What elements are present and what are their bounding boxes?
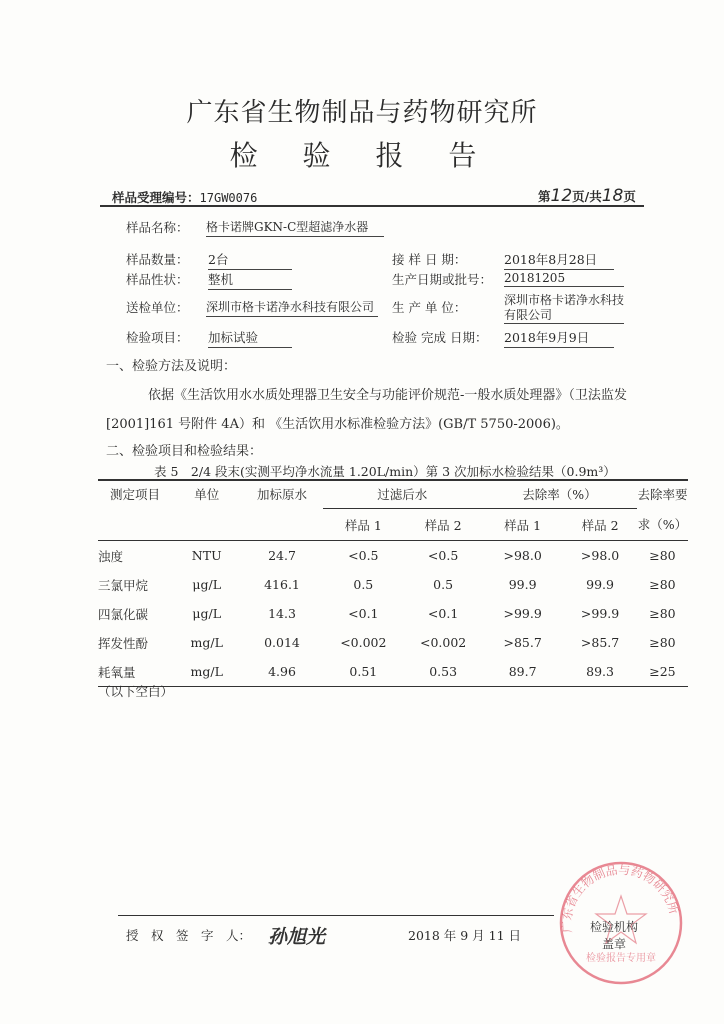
state-label: 样品性状：: [126, 272, 189, 287]
header-rule: [100, 205, 644, 207]
cell-req: ≥80: [649, 635, 676, 650]
signer-label: 授 权 签 字 人：: [126, 928, 252, 943]
cell-req: ≥80: [649, 577, 676, 592]
receipt-label: 样品受理编号：: [112, 190, 200, 205]
done-date-value: 2018年9月9日: [504, 328, 614, 348]
cell-unit: NTU: [191, 548, 222, 563]
quantity-value: 2台: [208, 250, 292, 270]
cell-r1: 99.9: [508, 577, 537, 592]
maker-value-line1: 深圳市格卡诺净水科技: [504, 293, 625, 307]
item-value: 加标试验: [208, 328, 292, 348]
table-row: [98, 570, 688, 599]
cell-r1: >99.9: [503, 606, 542, 621]
cell-f2: 0.5: [433, 577, 454, 592]
done-date-label: 检验 完成 日期：: [392, 330, 488, 345]
sign-date: 2018 年 9 月 11 日: [408, 928, 522, 943]
page-mid: 页/共: [572, 189, 602, 204]
blank-note: （以下空白）: [98, 684, 174, 699]
table-caption: 表 5 2/4 段末(实测平均净水流量 1.20L/min）第 3 次加标水检验结果（0.9m³）: [154, 464, 616, 479]
section2-heading: 二、检验项目和检验结果：: [106, 444, 263, 459]
cell-req: ≥25: [637, 657, 688, 687]
cell-item: 四氯化碳: [98, 606, 149, 622]
cell-r2: >98.0: [580, 548, 620, 563]
receive-date-value: 2018年8月28日: [504, 250, 614, 270]
header-spiked: 加标原水: [256, 486, 307, 502]
cell-spiked: 0.014: [264, 635, 300, 650]
cell-req: ≥80: [649, 606, 676, 621]
cell-item: 耗氧量: [98, 657, 172, 687]
header-removal-sample2: 样品 2: [563, 509, 637, 541]
svg-text:广东省生物制品与药物研究所: 广东省生物制品与药物研究所: [559, 862, 682, 934]
cell-r2: 99.9: [586, 577, 614, 592]
receive-date-label: 接 样 日 期：: [392, 252, 467, 267]
sample-name-label: 样品名称：: [126, 220, 189, 235]
cell-f2: <0.002: [419, 635, 467, 650]
cell-f1: 0.51: [323, 657, 405, 687]
header-removal-sample1: 样品 1: [482, 509, 563, 541]
table-row: [98, 541, 688, 571]
page-number: 12: [550, 186, 573, 206]
sample-name-value: 格卡诺牌GKN-C型超滤净水器: [206, 218, 384, 237]
cell-r2: >85.7: [580, 635, 620, 650]
header-filtered-sample1: 样品 1: [323, 509, 405, 541]
header-unit: 单位: [194, 486, 220, 502]
item-label: 检验项目：: [126, 330, 189, 345]
cell-r1: 89.7: [482, 657, 563, 687]
cell-f1: 0.5: [353, 577, 374, 592]
page-total: 18: [601, 186, 624, 206]
page-indicator: [538, 186, 636, 206]
stamp-caption-line1: 检验机构: [589, 920, 638, 934]
header-required-2: 求（%）: [637, 509, 688, 541]
table-row: [98, 657, 688, 687]
page-prefix: 第: [538, 189, 551, 204]
svg-text:检验报告专用章: 检验报告专用章: [586, 953, 656, 964]
cell-r2: >99.9: [580, 606, 620, 621]
receipt-number-row: [112, 188, 257, 206]
cell-req: ≥80: [649, 548, 676, 563]
section1-line2: [2001]161 号附件 4A）和 《生活饮用水标准检验方法》(GB/T 5750-2006)。: [106, 417, 569, 432]
cell-spiked: 4.96: [241, 657, 322, 687]
cell-f1: <0.1: [348, 606, 379, 621]
table-row: [98, 628, 688, 657]
section1-line1: 依据《生活饮用水水质处理器卫生安全与功能评价规范-一般水质处理器》（卫法监发: [148, 388, 627, 403]
maker-value-line2: 有限公司: [504, 306, 624, 324]
footer-rule: [118, 915, 554, 916]
batch-label: 生产日期或批号：: [392, 272, 493, 287]
table-header-row-1: [98, 479, 688, 509]
state-value: 整机: [208, 270, 292, 290]
batch-value: 20181205: [504, 271, 624, 287]
section1-heading: 一、检验方法及说明：: [106, 359, 237, 374]
cell-spiked: 24.7: [268, 548, 296, 563]
page-suffix: 页: [623, 189, 636, 204]
quantity-label: 样品数量：: [126, 252, 189, 267]
stamp-caption-line2: 盖章: [601, 937, 626, 951]
header-filtered-sample2: 样品 2: [404, 509, 482, 541]
cell-f2: 0.53: [404, 657, 482, 687]
signature: 孙旭光: [268, 926, 326, 948]
cell-unit: mg/L: [190, 635, 223, 650]
cell-f2: <0.5: [427, 548, 459, 563]
cell-item: 三氯甲烷: [98, 577, 149, 593]
cell-r1: >85.7: [503, 635, 542, 650]
cell-unit: μg/L: [192, 577, 222, 592]
cell-unit: mg/L: [172, 657, 242, 687]
sender-value: 深圳市格卡诺净水科技有限公司: [206, 298, 378, 317]
header-item: 测定项目: [109, 486, 160, 502]
header-required-1: 去除率要: [637, 486, 688, 502]
organization-title: 广东省生物制品与药物研究所: [186, 98, 538, 128]
stamp-caption: [584, 918, 644, 952]
cell-f2: <0.1: [427, 606, 459, 621]
cell-unit: μg/L: [192, 606, 222, 621]
header-removal: 去除率（%）: [482, 479, 637, 509]
cell-r1: >98.0: [503, 548, 542, 563]
cell-spiked: 416.1: [264, 577, 300, 592]
results-table: [98, 479, 688, 687]
table-row: [98, 599, 688, 628]
sender-label: 送检单位：: [126, 300, 189, 315]
table-header-row-2: [98, 509, 688, 541]
cell-item: 浊度: [98, 548, 124, 564]
maker-label: 生 产 单 位：: [392, 300, 467, 315]
cell-f1: <0.5: [348, 548, 379, 563]
cell-item: 挥发性酚: [98, 635, 149, 651]
cell-r2: 89.3: [563, 657, 637, 687]
cell-f1: <0.002: [340, 635, 387, 650]
cell-spiked: 14.3: [268, 606, 296, 621]
receipt-number: 17GW0076: [199, 191, 258, 205]
header-filtered: 过滤后水: [323, 479, 483, 509]
document-title: 检 验 报 告: [229, 139, 495, 172]
